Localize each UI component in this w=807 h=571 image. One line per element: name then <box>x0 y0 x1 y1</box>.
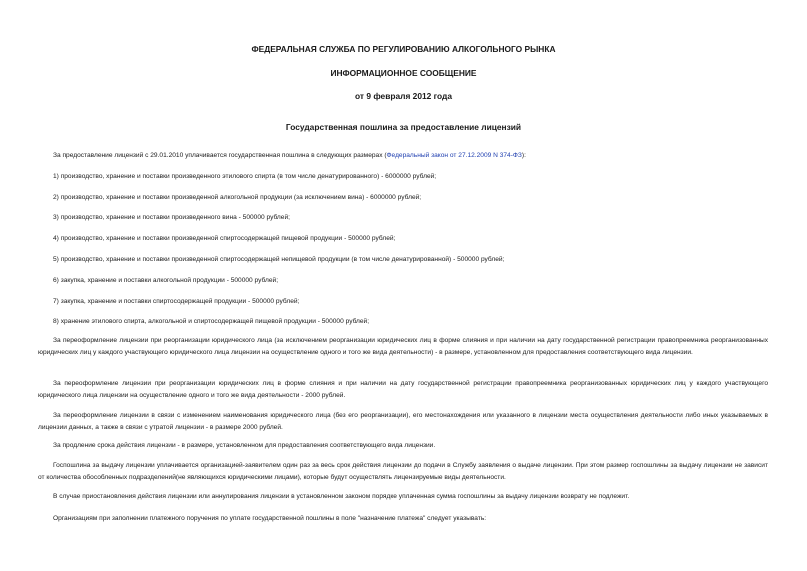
intro-text: За предоставление лицензий с 29.01.2010 уплачивается государственная пошлина в следующих размерах ( <box>53 152 387 159</box>
paragraph: За переоформление лицензии при реорганизации юридического лица (за исключением реорганизации юридических лиц в форме слияния и при наличии на дату государственной регистрации правопреемника реорганизованных юридических лиц у каждого участвующего юридического лица лицензии на осуществление одного и того же вида деятельности) - в размере, установленном для предоставления соответствующего вида лицензии. <box>38 337 768 356</box>
document-type-heading: ИНФОРМАЦИОННОЕ СООБЩЕНИЕ <box>330 68 477 78</box>
paragraph: За продление срока действия лицензии - в размере, установленном для предоставления соответствующего вида лицензии. <box>53 442 436 449</box>
list-item: 5) производство, хранение и поставки произведенной спиртосодержащей непищевой продукции (в том числе денатурированной) - 500000 рублей; <box>53 256 505 263</box>
agency-heading: ФЕДЕРАЛЬНАЯ СЛУЖБА ПО РЕГУЛИРОВАНИЮ АЛКОГОЛЬНОГО РЫНКА <box>251 44 556 54</box>
document-title: Государственная пошлина за предоставление лицензий <box>285 122 522 132</box>
list-item: 1) производство, хранение и поставки произведенного этилового спирта (в том числе денатурированного) - 6000000 рублей; <box>53 173 437 180</box>
law-reference-link[interactable]: Федеральный закон от 27.12.2009 N 374-ФЗ <box>386 152 522 159</box>
paragraph: За переоформление лицензии в связи с изменением наименования юридического лица (без его реорганизации), его местонахождения или указанного в лицензии места осуществления деятельности либо иных указываемых в лицензии данных, а также в связи с утратой лицензии - в размере 2000 рублей. <box>38 412 768 431</box>
paragraph: Организациям при заполнении платежного поручения по уплате государственной пошлины в поле "назначение платежа" следует указывать: <box>53 515 487 522</box>
paragraph: Госпошлина за выдачу лицензии уплачивается организацией-заявителем один раз за весь срок действия лицензии до подачи в Службу заявления о выдаче лицензии. При этом размер госпошлины за выдачу лицензии не зависит от количества обособленных подразделений(не являющихся юридическими лицами), которые будут осуществлять лицензируемые виды деятельности. <box>38 462 768 481</box>
paragraph: В случае приостановления действия лицензии или аннулирования лицензии в установленном законом порядке уплаченная сумма госпошлины за выдачу лицензии возврату не подлежит. <box>53 493 630 500</box>
list-item: 4) производство, хранение и поставки произведенной спиртосодержащей пищевой продукции - 500000 рублей; <box>53 235 396 242</box>
document-date: от 9 февраля 2012 года <box>355 91 452 101</box>
intro-tail: ): <box>521 152 526 159</box>
list-item: 8) хранение этилового спирта, алкогольной и спиртосодержащей пищевой продукции - 500000 рублей; <box>53 318 370 325</box>
intro-paragraph <box>38 150 768 162</box>
list-item: 3) производство, хранение и поставки произведенного вина - 500000 рублей; <box>53 214 290 221</box>
list-item: 7) закупка, хранение и поставки спиртосодержащей продукции - 500000 рублей; <box>53 298 300 305</box>
list-item: 2) производство, хранение и поставки произведенной алкогольной продукции (за исключением вина) - 6000000 рублей; <box>53 194 422 201</box>
list-item: 6) закупка, хранение и поставки алкогольной продукции - 500000 рублей; <box>53 277 279 284</box>
paragraph: За переоформление лицензии при реорганизации юридических лиц в форме слияния и при наличии на дату государственной регистрации правопреемника реорганизованных юридических лиц у каждого участвующего юридического лица лицензии на осуществление одного и того же вида деятельности - 2000 рублей. <box>38 380 768 399</box>
